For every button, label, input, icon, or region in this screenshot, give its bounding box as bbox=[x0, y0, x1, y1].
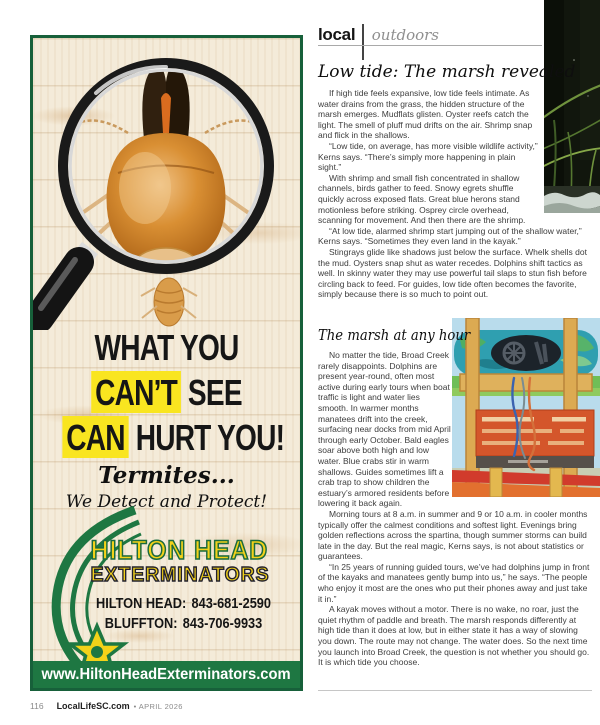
page-number: 116 bbox=[30, 701, 44, 711]
article-section-any-hour bbox=[318, 326, 592, 668]
ad-tagline-termites: Termites... bbox=[98, 462, 235, 489]
section-name: outdoors bbox=[371, 26, 440, 44]
phone-number-2: 843-706-9933 bbox=[182, 616, 263, 632]
ad-headline-line1: WHAT YOU bbox=[94, 327, 239, 368]
ad-headline-line3: CAN HURT YOU! bbox=[62, 415, 270, 460]
footer-issue: • APRIL 2026 bbox=[133, 702, 183, 711]
paragraph: If high tide feels expansive, low tide feels intimate. As water drains from the grass, the hidden structure of the marsh emerges. Mudflats glisten. Oyster reefs catch the light. The smell of pluff mud drifts on the air. Shrimp snap and flick in the shallows. bbox=[318, 88, 533, 141]
phone-number-1: 843-681-2590 bbox=[191, 596, 272, 612]
end-of-article-rule bbox=[318, 690, 592, 691]
company-name-line2: EXTERMINATORS bbox=[90, 564, 270, 586]
masthead-rule bbox=[318, 45, 542, 46]
paragraph: “Low tide, on average, has more visible wildlife activity,” Kerns says. “There’s simply more happening in plain sight.” bbox=[318, 140, 538, 173]
section-masthead bbox=[318, 24, 439, 64]
footer-site: LocalLifeSC.com bbox=[56, 701, 130, 711]
company-name-line1: HILTON HEAD bbox=[90, 535, 269, 565]
page-footer bbox=[30, 701, 183, 711]
paragraph: “At low tide, alarmed shrimp start jumping out of the shallow water,” Kerns says. “Sometimes they even land in the kayak.” bbox=[318, 225, 582, 247]
section2-title: The marsh at any hour bbox=[318, 326, 471, 344]
phone-bluffton: BLUFFTON: 843-706-9933 bbox=[104, 616, 263, 632]
paragraph: “In 25 years of running guided tours, we’ve had dolphins jump in front of the kayaks and manatees gently bump into us,” he says. “The people who enjoy it most are the ones who put their phones away and just take it in.” bbox=[318, 561, 590, 604]
termite-abdomen-small bbox=[141, 278, 197, 326]
ad-phone-numbers bbox=[33, 594, 300, 634]
section1-title: Low tide: The marsh revealed bbox=[318, 62, 576, 82]
website-url[interactable]: www.HiltonHeadExterminators.com bbox=[41, 666, 292, 683]
termite-magnifier-image bbox=[33, 38, 300, 330]
paragraph: A kayak moves without a motor. There is no wake, no roar, just the quiet rhythm of paddle and breath. The marsh responds differently at high tide than it does at low, but in either state it has a way of slowing you down. The route may not change. The water does. So the next time you launch into Broad Creek, the question is not whether you should go. It is which tide you choose. bbox=[318, 604, 590, 668]
phone-hilton-head: HILTON HEAD: 843-681-2590 bbox=[95, 596, 272, 612]
website-link-bar[interactable] bbox=[33, 661, 300, 688]
masthead-divider bbox=[362, 24, 364, 60]
ad-headline-highlight-cant: CAN’T bbox=[91, 371, 181, 413]
paragraph: Morning tours at 8 a.m. in summer and 9 or 10 a.m. in cooler months typically offer the calmest conditions and softest light. Evenings bring golden reflections across the spartina, though summer storms can build late in the day. But the real magic, Kerns says, is not about statistics or guarantees. bbox=[318, 508, 588, 562]
ad-tagline-detect: We Detect and Protect! bbox=[65, 492, 268, 512]
paragraph: Stingrays glide like shadows just below the surface. Whelk shells dot the mud. Oysters snap shut as water recedes. Dolphins shift tactics as well. In skinny water they may use powerful tail slaps to stun fish before circling back to feed. For guides, low tide often becomes the favorite, simply because there is so much to point out. bbox=[318, 246, 587, 300]
magazine-brand: local bbox=[318, 25, 356, 44]
ad-headline-highlight-can: CAN bbox=[62, 416, 128, 458]
article-section-low-tide bbox=[318, 62, 592, 300]
paragraph: No matter the tide, Broad Creek rarely disappoints. Dolphins are present year-round, often most active during early tours when boat traffic is light and water lies smooth. In warmer months manatees drift into the creek, surfacing near docks from mid April through early October. Bald eagles soar above both high and low water. Blue crabs stir in warm shallows. Guides sometimes lift a crab trap to show children the estuary’s armored residents before lowering it back again. bbox=[318, 350, 451, 509]
ad-headline bbox=[33, 325, 300, 460]
ad-headline-line2: CAN’T SEE bbox=[62, 370, 270, 415]
exterminator-ad bbox=[30, 35, 303, 691]
paragraph: With shrimp and small fish concentrated in shallow channels, birds gather to feed. Snowy egrets shuffle quickly across exposed flats. Great blue herons stand motionless before striking. Osprey circle overhead, scanning for movement. And then there are the shrimp. bbox=[318, 172, 526, 226]
